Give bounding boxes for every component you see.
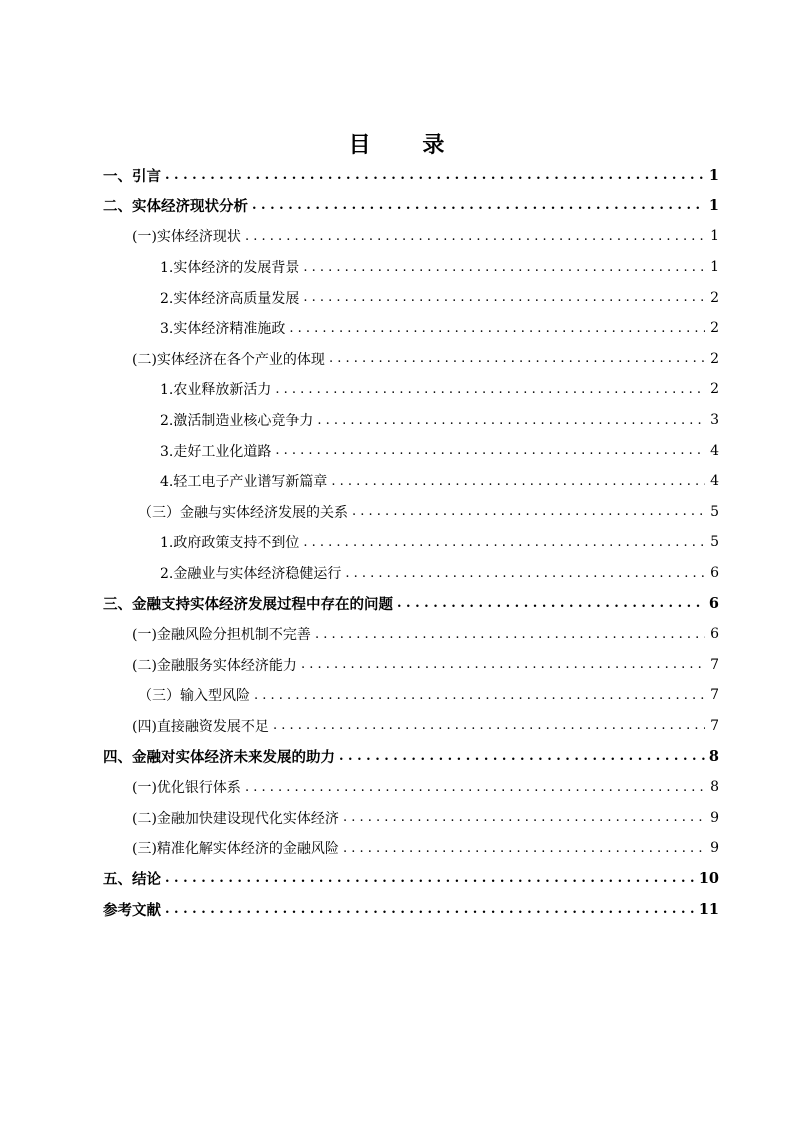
toc-leader-dots xyxy=(252,198,705,213)
toc-entry-page-number: 8 xyxy=(710,779,719,796)
toc-entry-text: （三）金融与实体经济发展的关系 xyxy=(138,504,348,521)
toc-entry-page-number: 8 xyxy=(708,748,719,766)
toc-entry[interactable] xyxy=(103,405,719,436)
toc-entry-text: (一)优化银行体系 xyxy=(132,780,241,797)
toc-leader-dots xyxy=(315,627,705,642)
toc-leader-dots xyxy=(329,351,705,366)
toc-entry-text: (二)金融加快建设现代化实体经济 xyxy=(132,810,339,827)
toc-entry-text: 1.政府政策支持不到位 xyxy=(160,535,300,552)
toc-entry-text: (二)金融服务实体经济能力 xyxy=(132,657,297,674)
toc-entry[interactable] xyxy=(103,588,719,619)
toc-entry-page-number: 1 xyxy=(710,259,719,276)
toc-leader-dots xyxy=(254,688,705,703)
toc-entry[interactable] xyxy=(103,894,719,925)
toc-entry[interactable] xyxy=(103,619,719,650)
toc-entry-text: (一)金融风险分担机制不完善 xyxy=(132,627,311,644)
toc-entry-page-number: 2 xyxy=(710,320,719,337)
toc-entry-text: 四、金融对实体经济未来发展的助力 xyxy=(103,749,335,767)
toc-leader-dots xyxy=(303,260,705,275)
toc-leader-dots xyxy=(303,290,705,305)
toc-entry-text: （三）输入型风险 xyxy=(138,688,250,705)
toc-entry[interactable] xyxy=(103,344,719,375)
toc-leader-dots xyxy=(275,382,705,397)
toc-entry-page-number: 9 xyxy=(710,840,719,857)
toc-entry-page-number: 1 xyxy=(708,197,719,215)
toc-entry-page-number: 1 xyxy=(708,166,719,184)
toc-leader-dots xyxy=(352,504,705,519)
toc-entry-text: (一)实体经济现状 xyxy=(132,229,241,246)
toc-leader-dots xyxy=(345,566,705,581)
toc-entry-page-number: 6 xyxy=(710,565,719,582)
toc-entry[interactable] xyxy=(103,191,719,222)
toc-entry-page-number: 7 xyxy=(710,687,719,704)
toc-entry[interactable] xyxy=(103,741,719,772)
toc-entry-text: 1.农业释放新活力 xyxy=(160,382,272,399)
toc-leader-dots xyxy=(397,596,705,611)
toc-leader-dots xyxy=(165,902,695,917)
toc-entry-text: 2.金融业与实体经济稳健运行 xyxy=(160,566,342,583)
toc-entry-page-number: 11 xyxy=(698,901,719,919)
toc-entry-text: 2.激活制造业核心竞争力 xyxy=(160,413,314,430)
toc-entry-text: 1.实体经济的发展背景 xyxy=(160,260,300,277)
toc-entry[interactable] xyxy=(103,650,719,681)
toc-leader-dots xyxy=(331,474,705,489)
toc-leader-dots xyxy=(339,749,705,764)
toc-entry-page-number: 7 xyxy=(710,717,719,734)
toc-entry-page-number: 7 xyxy=(710,656,719,673)
toc-entry-text: 五、结论 xyxy=(103,871,161,889)
toc-entry-page-number: 6 xyxy=(710,626,719,643)
toc-entry-text: 三、金融支持实体经济发展过程中存在的问题 xyxy=(103,596,393,614)
toc-entry[interactable] xyxy=(103,435,719,466)
toc-entry[interactable] xyxy=(103,466,719,497)
toc-entry[interactable] xyxy=(103,680,719,711)
toc-entry[interactable] xyxy=(103,772,719,803)
toc-leader-dots xyxy=(289,321,705,336)
toc-entry-text: 一、引言 xyxy=(103,167,161,185)
toc-leader-dots xyxy=(343,841,705,856)
toc-leader-dots xyxy=(301,657,705,672)
toc-entry[interactable] xyxy=(103,282,719,313)
toc-entry[interactable] xyxy=(103,527,719,558)
toc-entry[interactable] xyxy=(103,558,719,589)
toc-entry[interactable] xyxy=(103,711,719,742)
toc-entry-text: 3.走好工业化道路 xyxy=(160,443,272,460)
toc-entry-text: (三)精准化解实体经济的金融风险 xyxy=(132,841,339,858)
toc-entry-text: 3.实体经济精准施政 xyxy=(160,321,286,338)
toc-title: 目 录 xyxy=(348,132,467,158)
toc-entry[interactable] xyxy=(103,252,719,283)
toc-leader-dots xyxy=(273,718,705,733)
toc-leader-dots xyxy=(245,780,705,795)
toc-entry-text: 参考文献 xyxy=(103,902,161,920)
toc-entry-page-number: 5 xyxy=(710,503,719,520)
toc-entry-text: (二)实体经济在各个产业的体现 xyxy=(132,351,325,368)
toc-entry[interactable] xyxy=(103,497,719,528)
toc-leader-dots xyxy=(317,413,705,428)
toc-leader-dots xyxy=(303,535,705,550)
toc-entry-page-number: 10 xyxy=(698,870,719,888)
toc-entry[interactable] xyxy=(103,160,719,191)
toc-entry-page-number: 2 xyxy=(710,381,719,398)
toc-leader-dots xyxy=(165,168,705,183)
toc-leader-dots xyxy=(275,443,705,458)
toc-entry-page-number: 2 xyxy=(710,289,719,306)
toc-entry-page-number: 3 xyxy=(710,412,719,429)
toc-entry-page-number: 4 xyxy=(710,473,719,490)
toc-entry-page-number: 4 xyxy=(710,442,719,459)
toc-entry-page-number: 1 xyxy=(710,228,719,245)
table-of-contents xyxy=(103,160,719,925)
toc-entry[interactable] xyxy=(103,864,719,895)
toc-leader-dots xyxy=(165,871,695,886)
toc-entry-text: 2.实体经济高质量发展 xyxy=(160,290,300,307)
toc-entry[interactable] xyxy=(103,374,719,405)
toc-entry-page-number: 9 xyxy=(710,809,719,826)
toc-entry-page-number: 6 xyxy=(708,595,719,613)
toc-entry[interactable] xyxy=(103,833,719,864)
toc-entry[interactable] xyxy=(103,802,719,833)
toc-entry[interactable] xyxy=(103,221,719,252)
toc-entry-text: 二、实体经济现状分析 xyxy=(103,198,248,216)
toc-entry[interactable] xyxy=(103,313,719,344)
toc-entry-text: 4.轻工电子产业谱写新篇章 xyxy=(160,474,328,491)
toc-leader-dots xyxy=(245,229,705,244)
toc-leader-dots xyxy=(343,810,705,825)
toc-entry-page-number: 2 xyxy=(710,350,719,367)
toc-entry-page-number: 5 xyxy=(710,534,719,551)
toc-entry-text: (四)直接融资发展不足 xyxy=(132,718,269,735)
